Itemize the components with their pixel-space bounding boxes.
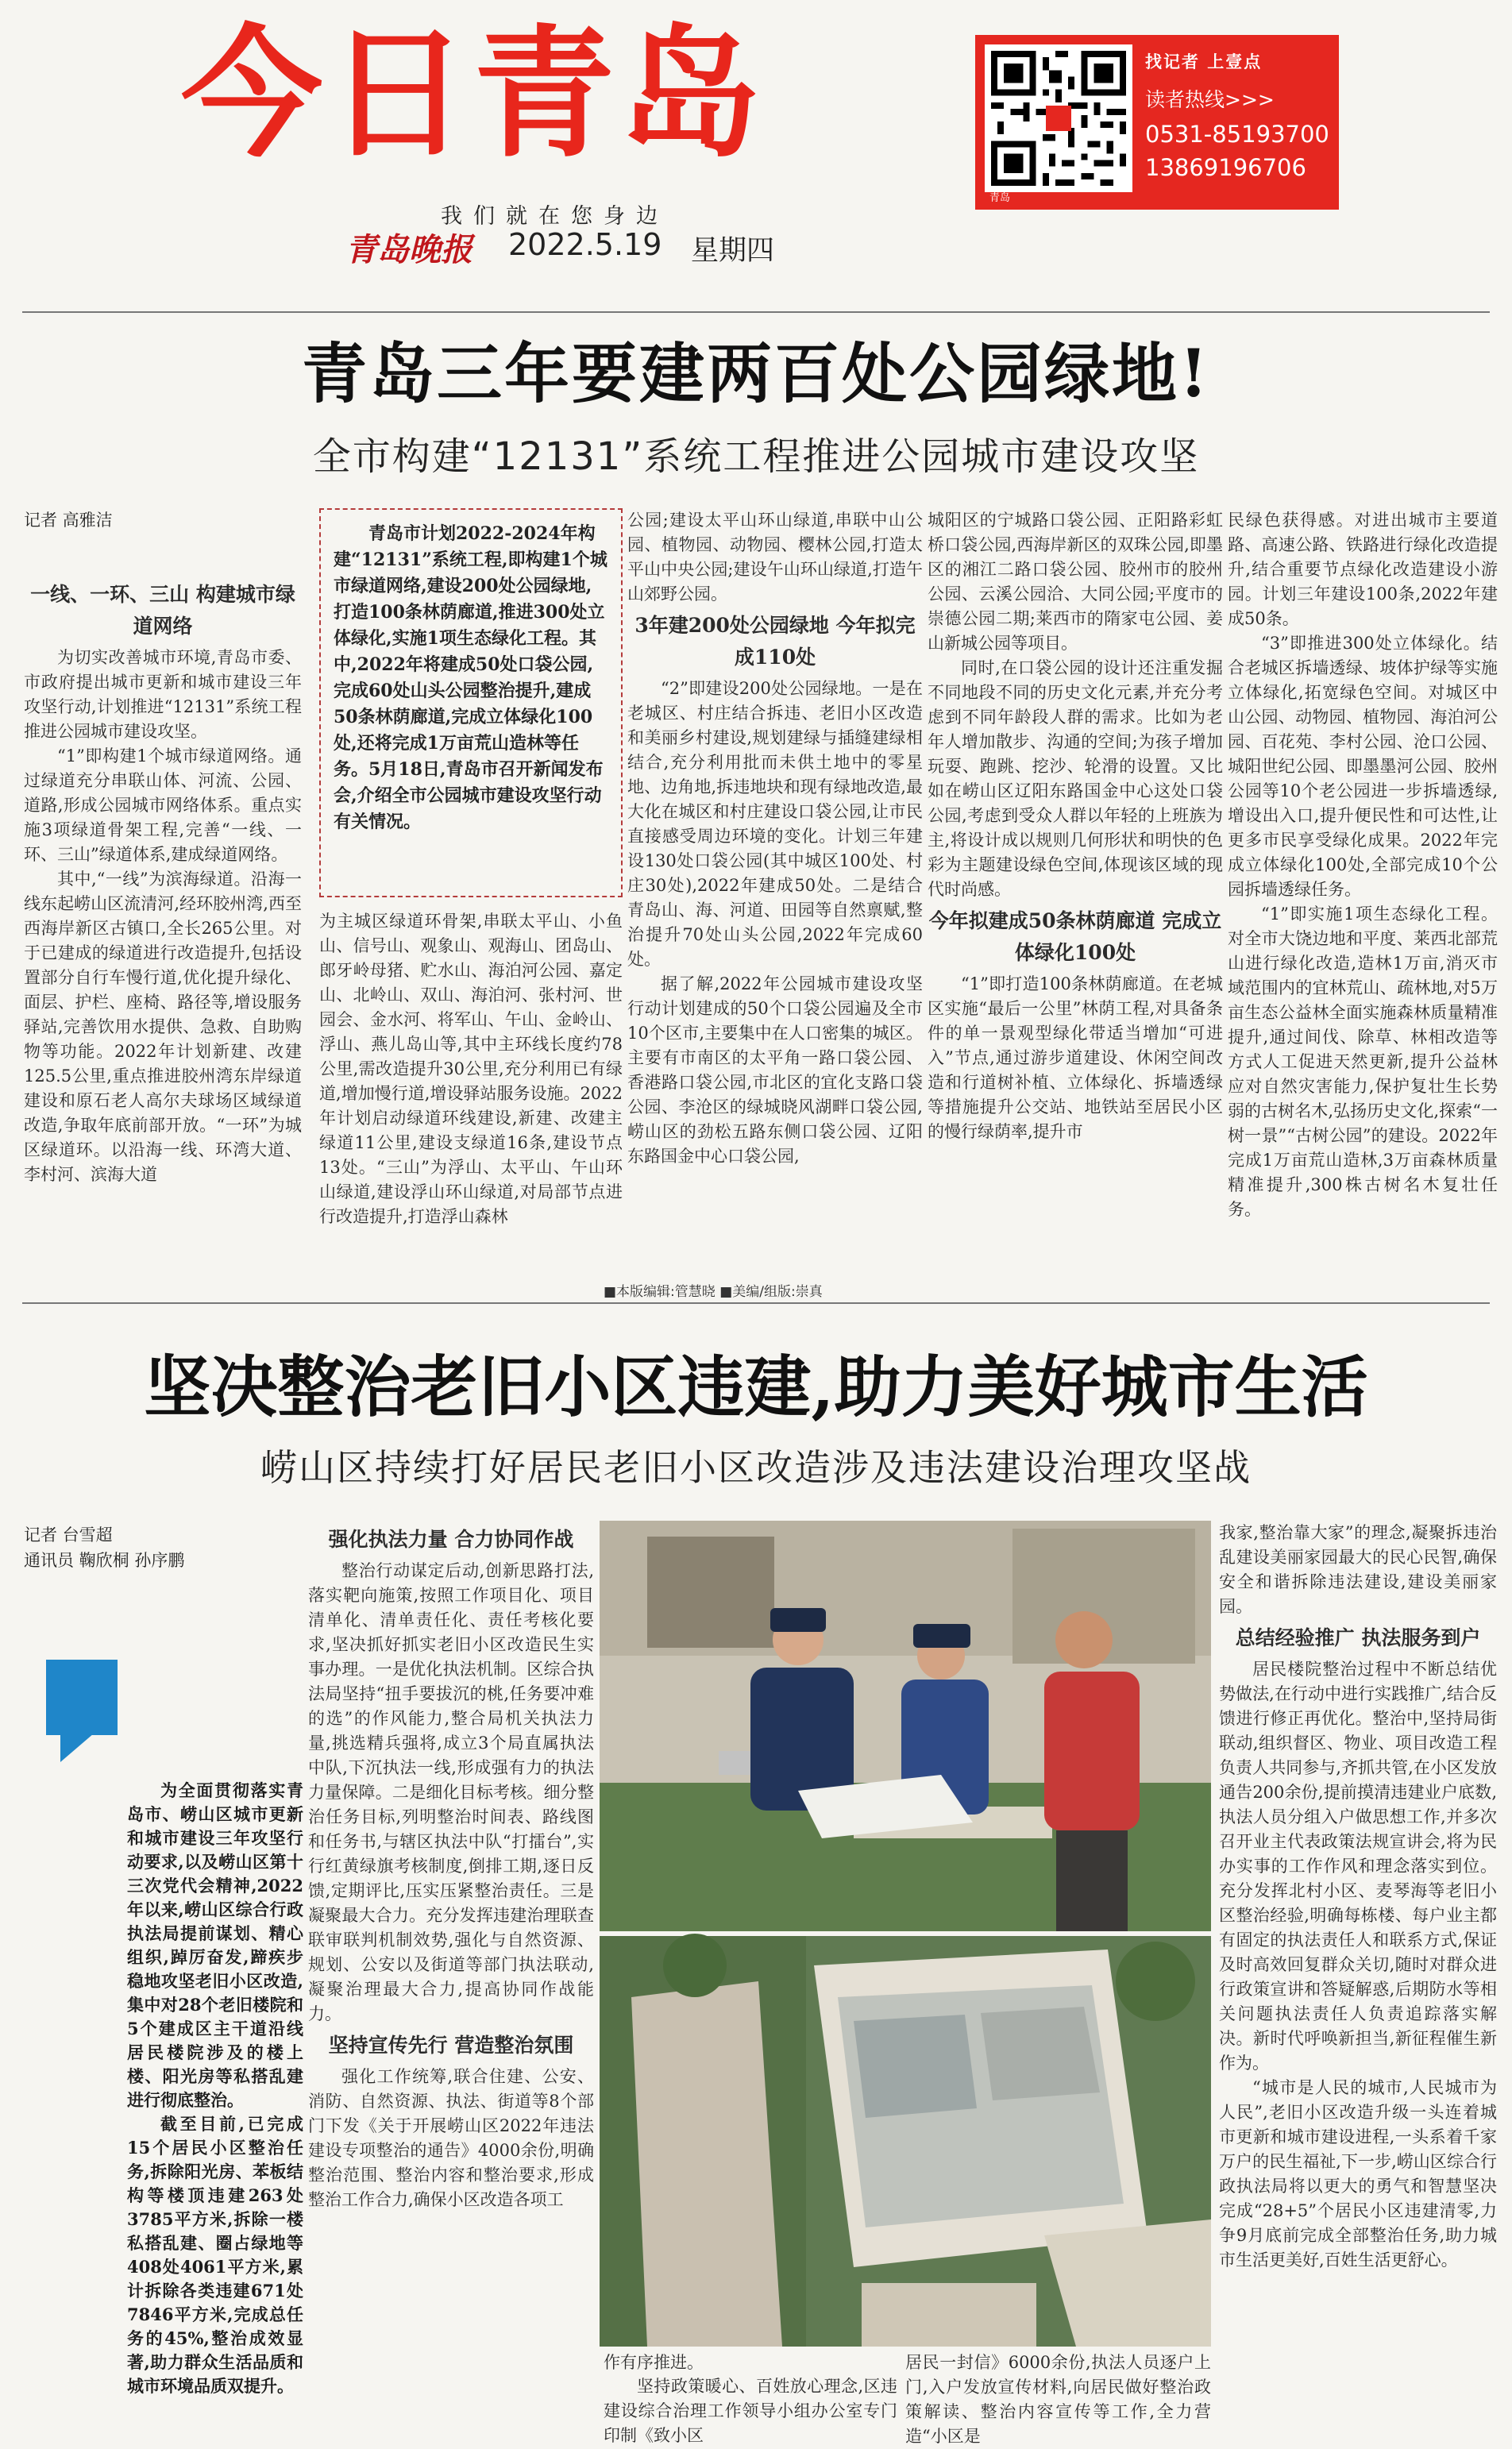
story1-subhead-c: 今年拟建成50条林荫廊道 完成立体绿化100处 (928, 909, 1222, 964)
story2-headline: 坚决整治老旧小区违建,助力美好城市生活 (144, 1348, 1368, 1426)
paragraph: “1”即打造100条林荫廊道。在老城区实施“最后一公里”林荫工程,对具备条件的单一景观型绿化带适当增加“可进入”节点,通过游步道建设、休闲空间改造和行道树补植、立体绿化、拆墙透绿等措施提升公交站、地铁站至居民小区的慢行绿荫率,提升市 (928, 974, 1223, 1141)
hotline-label: 读者热线>>> (1145, 88, 1275, 111)
story2-column-4-bottom (905, 2351, 1211, 2446)
masthead (0, 0, 1512, 310)
story1-subhead-b: 3年建200处公园绿地 今年拟完成110处 (634, 614, 916, 669)
story1-lead-box (319, 508, 623, 897)
speech-bubble-icon (46, 1660, 118, 1735)
slogan: 我们就在您身边 (441, 204, 669, 229)
story1-subheadline: 全市构建“12131”系统工程推进公园城市建设攻坚 (312, 434, 1200, 479)
story1-headline: 青岛三年要建两百处公园绿地! (302, 336, 1210, 412)
paragraph: 据了解,2022年公园城市建设攻坚行动计划建成的50个口袋公园遍及全市10个区市,主要集中在人口密集的城区。主要有市南区的太平角一路口袋公园、香港路口袋公园,市北区的宜化支路口袋公园、李沧区的绿城晓风湖畔口袋公园,崂山区的劲松五路东侧口袋公园、辽阳东路国金中心口袋公园, (627, 974, 923, 1166)
paragraph: 同时,在口袋公园的设计还注重发掘不同地段不同的历史文化元素,并充分考虑到不同年龄段人群的需求。比如为老年人增加散步、沟通的空间;为孩子增加玩耍、跑跳、挖沙、轮滑的设置。又比如在崂山区辽阳东路国金中心这处口袋公园,考虑到受众人群以年轻的上班族为主,将设计成以规则几何形状和明快的色彩为主题建设绿色空间,体现该区域的现代时尚感。 (928, 658, 1223, 899)
paragraph: 为切实改善城市环境,青岛市委、市政府提出城市更新和城市建设三年攻坚行动,计划推进“12131”系统工程推进公园城市建设攻坚。 (24, 648, 302, 741)
story2-column-2 (308, 1521, 594, 2402)
story2-lead-column (127, 1779, 303, 2398)
paragraph: “城市是人民的城市,人民城市为人民”,老旧小区改造升级一头连着城市更新和城市建设进程,一头系着千家万户的民生福祉,下一步,崂山区综合行政执法局将以更大的勇气和智慧坚决完成“28+5”个居民小区违建清零,力争9月底前完成全部整治任务,助力城市生活更美好,百姓生活更舒心。 (1219, 2078, 1497, 2270)
story1-column-1 (24, 508, 302, 1286)
hotline-phone-2[interactable]: 13869196706 (1145, 154, 1306, 181)
issue-date: 2022.5.19 (508, 227, 662, 262)
paragraph: “1”即实施1项生态绿化工程。对全市大饶边地和平度、莱西北部荒山进行绿化改造,造林1万亩,消灭市域范围内的宜林荒山、疏林地,对5万亩生态公益林全面实施森林质量精准提升,通过间伐、除草、林相改造等方式人工促进天然更新,提升公益林应对自然灾害能力,保护复壮生长势弱的古树名木,弘扬历史文化,探索“一树一景”“古树公园”的建设。2022年完成1万亩荒山造林,3万亩森林质量精准提升,300株古树名木复壮任务。 (1228, 904, 1498, 1219)
reader-hotline-box (975, 35, 1339, 210)
story2-column-5 (1219, 1521, 1497, 2426)
paper-name-calligraphy: 青岛晚报 (345, 231, 472, 268)
story1-column-4 (928, 508, 1223, 1286)
paragraph: 强化工作统筹,联合住建、公安、消防、自然资源、执法、街道等8个部门下发《关于开展崂山区2022年违法建设专项整治的通告》4000余份,明确整治范围、整治内容和整治要求,形成整治工作合力,确保小区改造各项工 (308, 2067, 594, 2209)
story1-subhead-a: 一线、一环、三山 构建城市绿道网络 (30, 583, 295, 638)
paragraph: 其中,“一线”为滨海绿道。沿海一线东起崂山区流清河,经环胶州湾,西至西海岸新区古镇口,全长265公里。对于已建成的绿道进行改造提升,包括设置部分自行车慢行道,优化提升绿化、面层、护栏、座椅、路径等,增设服务驿站,完善饮用水提供、急救、自助购物等功能。2022年计划新建、改建125.5公里,重点推进胶州湾东岸绿道建设和原石老人高尔夫球场区域绿道改造,争取年底前部开放。“一环”为城区绿道环。以沿海一线、环湾大道、李村河、滨海大道 (24, 870, 302, 1184)
news-photo (600, 1521, 1211, 2347)
contact-title: 找记者 上壹点 (1145, 52, 1263, 71)
paragraph: 公园;建设太平山环山绿道,串联中山公园、植物园、动物园、樱林公园,打造太平山中央公园;建设午山环山绿道,打造午山郊野公园。 (627, 511, 923, 604)
paragraph: 整治行动谋定后动,创新思路打法,落实靶向施策,按照工作项目化、项目清单化、清单责任化、责任考核化要求,坚决抓好抓实老旧小区改造民生实事办理。一是优化执法机制。区综合执法局坚持“扭手要拔沉的桃,任务要冲难的选”的作风能力,整合局机关执法力量,挑选精兵强将,成立3个局直属执法中队,下沉执法一线,形成强有力的执法力量保障。二是细化目标考核。细分整治任务目标,列明整治时间表、路线图和任务书,与辖区执法中队“打擂台”,实行红黄绿旗考核制度,倒排工期,逐日反馈,定期评比,压实压紧整治责任。三是凝聚最大合力。充分发挥违建治理联查联审联判机制效势,强化与自然资源、规划、公安以及街道等部门执法联动,凝聚治理最大合力,提高协同作战能力。 (308, 1561, 594, 2023)
story1-column-5 (1228, 508, 1498, 1286)
qr-caption: 青岛 (989, 192, 1011, 204)
paragraph: “3”即推进300处立体绿化。结合老城区拆墙透绿、坡体护绿等实施立体绿化,拓宽绿色空间。对城区中山公园、动物园、植物园、海泊河公园、百花苑、李村公园、沧口公园、城阳世纪公园、即墨墨河公园、胶州公园等10个老公园进一步拆墙透绿,增设出入口,提升便民性和可达性,让更多市民享受绿化成果。2022年完成立体绿化100处,全部完成10个公园拆墙透绿任务。 (1228, 634, 1498, 899)
story1-byline: 记者 高雅洁 (24, 511, 113, 530)
photo-caption-continuation (604, 2351, 897, 2374)
story-divider (22, 1302, 1490, 1304)
masthead-divider (22, 311, 1490, 313)
paragraph: 我家,整治靠大家”的理念,凝聚拆违治乱建设美丽家园最大的民心民智,确保安全和谐拆除违法建设,建设美丽家园。 (1219, 1523, 1497, 1616)
story2-subheadline: 崂山区持续打好居民老旧小区改造涉及违法建设治理攻坚战 (260, 1446, 1252, 1489)
story2-byline-reporter: 记者 台雪超 (24, 1525, 113, 1545)
issue-weekday: 星期四 (691, 235, 775, 267)
paragraph: 居民楼院整治过程中不断总结优势做法,在行动中进行实践推广,结合反馈进行修正再优化。整治中,坚持局街联动,组织督区、物业、项目改造工程负责人共同参与,齐抓共管,在小区发放通告200余份,提前摸清违建业户底数,执法人员分组入户做思想工作,并多次召开业主代表政策法规宣讲会,将为民办实事的工作作风和理念落实到位。充分发挥北村小区、麦琴海等老旧小区整治经验,明确每栋楼、每户业主都有固定的执法责任人和联系方式,保证及时高效回复群众关切,随时对群众进行政策宣讲和答疑解惑,后期防水等相关问题执法责任人负责追踪落实解决。新时代呼唤新担当,新征程催生新作为。 (1219, 1660, 1497, 2073)
editor-credits: ■本版编辑:管慧晓 ■美编/组版:崇真 (604, 1284, 823, 1300)
story2-subhead-f: 总结经验推广 执法服务到户 (1235, 1626, 1481, 1649)
story1-column-3 (627, 508, 923, 1286)
paragraph: “1”即构建1个城市绿道网络。通过绿道充分串联山体、河流、公园、道路,形成公园城市网络体系。重点实施3项绿道骨架工程,完善“一线、一环、三山”绿道体系,建成绿道网络。 (24, 746, 302, 864)
story2-subhead-e: 坚持宣传先行 营造整治氛围 (328, 2034, 574, 2057)
paragraph: 居民一封信》6000余份,执法人员逐户上门,入户发放宣传材料,向居民做好整治政策解读、整治内容宣传等工作,全力营造“小区是 (905, 2353, 1211, 2446)
paragraph: 截至目前,已完成15个居民小区整治任务,拆除阳光房、苯板结构等楼顶违建263处3785平方米,拆除一楼私搭乱建、圈占绿地等408处4061平方米,累计拆除各类违建671处7846平方米,完成总任务的45%,整治成效显著,助力群众生活品质和城市环境品质双提升。 (127, 2114, 303, 2396)
paragraph: 民绿色获得感。对进出城市主要道路、高速公路、铁路进行绿化改造提升,结合重要节点绿化改造建设小游园。计划三年建设100条,2022年建成50条。 (1228, 511, 1498, 628)
paragraph: 坚持政策暖心、百姓放心理念,区违建设综合治理工作领导小组办公室专门印制《致小区 (604, 2377, 897, 2445)
story2-byline-correspondents: 通讯员 鞠欣桐 孙序鹏 (24, 1551, 185, 1570)
paragraph: “2”即建设200处公园绿地。一是在老城区、村庄结合拆违、老旧小区改造和美丽乡村建设,规划建绿与插缝建绿相结合,充分利用批而未供土地中的零星地、边角地,拆违地块和现有绿地改造,最大化在城区和村庄建设口袋公园,让市民直接感受周边环境的变化。计划三年建设130处口袋公园(其中城区100处、村庄30处),2022年建成50处。二是结合青岛山、海、河道、田园等自然禀赋,整治提升70处山头公园,2022年完成60处。 (627, 679, 923, 969)
newspaper-logo: 今日青岛 (181, 12, 766, 176)
story1-column-2 (319, 909, 623, 1286)
photo-enforcement-inspection (600, 1521, 1211, 2347)
story2-column-3-bottom (604, 2374, 897, 2445)
qr-code-icon[interactable] (985, 44, 1132, 192)
paragraph: 作有序推进。 (604, 2353, 704, 2372)
paragraph: 为主城区绿道环骨架,串联太平山、小鱼山、信号山、观象山、观海山、团岛山、郎牙岭母猪、贮水山、海泊河公园、嘉定山、北岭山、双山、海泊河、张村河、世园会、金水河、将军山、午山、金岭山、浮山、燕儿岛山等,其中主环线长度约78公里,需改造提升30公里,充分利用已有绿道,增加慢行道,增设驿站服务设施。2022年计划启动绿道环线建设,新建、改建主绿道11公里,建设支绿道16条,建设节点13处。“三山”为浮山、太平山、午山环山绿道,建设浮山环山绿道,对局部节点进行改造提升,打造浮山森林 (319, 912, 623, 1226)
story1-lead-text: 青岛市计划2022-2024年构建“12131”系统工程,即构建1个城市绿道网络,建设200处公园绿地,打造100条林荫廊道,推进300处立体绿化,实施1项生态绿化工程。其中,2022年将建成50处口袋公园,完成60处山头公园整治提升,建成50条林荫廊道,完成立体绿化100处,还将完成1万亩荒山造林等任务。5月18日,青岛市召开新闻发布会,介绍全市公园城市建设攻坚行动有关情况。 (334, 523, 608, 832)
hotline-phone-1[interactable]: 0531-85193700 (1145, 121, 1329, 148)
paragraph: 为全面贯彻落实青岛市、崂山区城市更新和城市建设三年攻坚行动要求,以及崂山区第十三次党代会精神,2022年以来,崂山区综合行政执法局提前谋划、精心组织,踔厉奋发,蹄疾步稳地攻坚老旧小区改造,集中对28个老旧楼院和5个建成区主干道沿线居民楼院涉及的楼上楼、阳光房等私搭乱建进行彻底整治。 (127, 1780, 303, 2110)
story2-subhead-d: 强化执法力量 合力协同作战 (328, 1528, 574, 1551)
paragraph: 城阳区的宁城路口袋公园、正阳路彩虹桥口袋公园,西海岸新区的双珠公园,即墨区的湘江二路口袋公园、胶州市的胶州公园、云溪公园洽、大同公园;平度市的崇德公园二期;莱西市的隋家屯公园、姜山新城公园等项目。 (928, 511, 1223, 653)
